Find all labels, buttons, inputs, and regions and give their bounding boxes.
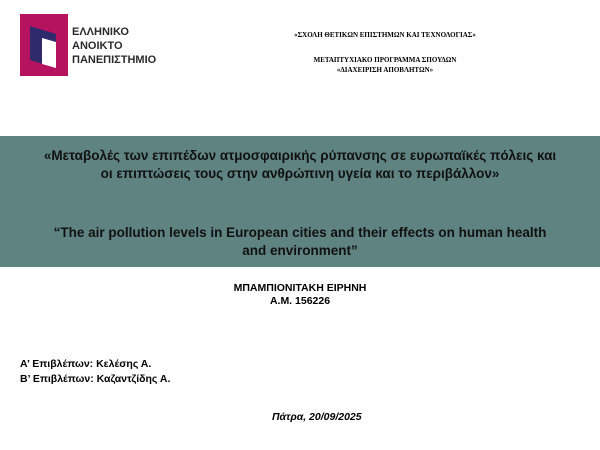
- logo-line-1: ΕΛΛΗΝΙΚΟ: [72, 26, 129, 38]
- school-name: «ΣΧΟΛΗ ΘΕΤΙΚΩΝ ΕΠΙΣΤΗΜΩΝ ΚΑΙ ΤΕΧΝΟΛΟΓΙΑΣ»: [294, 31, 476, 39]
- logo-wordmark: [72, 25, 156, 67]
- author-name: ΜΠΑΜΠΙΟΝΙΤΑΚΗ ΕΙΡΗΝΗ: [233, 282, 367, 294]
- logo-line-2: ΑΝΟΙΚΤΟ: [72, 40, 123, 52]
- logo-line-3: ΠΑΝΕΠΙΣΤΗΜΙΟ: [72, 54, 157, 66]
- university-logo-icon: [20, 14, 68, 76]
- supervisors-block: [20, 357, 170, 387]
- thesis-title-english: “The air pollution levels in European cities and their effects on human health and environment”: [53, 225, 547, 258]
- first-supervisor: Α’ Επιβλέπων: Κελέσης Α.: [20, 358, 152, 370]
- second-supervisor: Β’ Επιβλέπων: Καζαντζίδης Α.: [20, 373, 171, 385]
- author-block: [200, 282, 400, 308]
- program-line-1: ΜΕΤΑΠΤΥΧΙΑΚΟ ΠΡΟΓΡΑΜΜΑ ΣΠΟΥΔΩΝ: [313, 56, 457, 64]
- program-line-2: «ΔΙΑΧΕΙΡΙΣΗ ΑΠΟΒΛΗΤΩΝ»: [336, 66, 434, 74]
- author-registration-number: Α.Μ. 156226: [269, 295, 331, 307]
- thesis-title-greek: «Μεταβολές των επιπέδων ατμοσφαιρικής ρύπανσης σε ευρωπαϊκές πόλεις και οι επιπτώσεις τους στην ανθρώπινη υγεία και το περιβάλλον»: [43, 148, 557, 181]
- place-and-date: Πάτρα, 20/09/2025: [272, 411, 362, 423]
- program-name: [190, 55, 580, 75]
- university-logo: [20, 14, 180, 76]
